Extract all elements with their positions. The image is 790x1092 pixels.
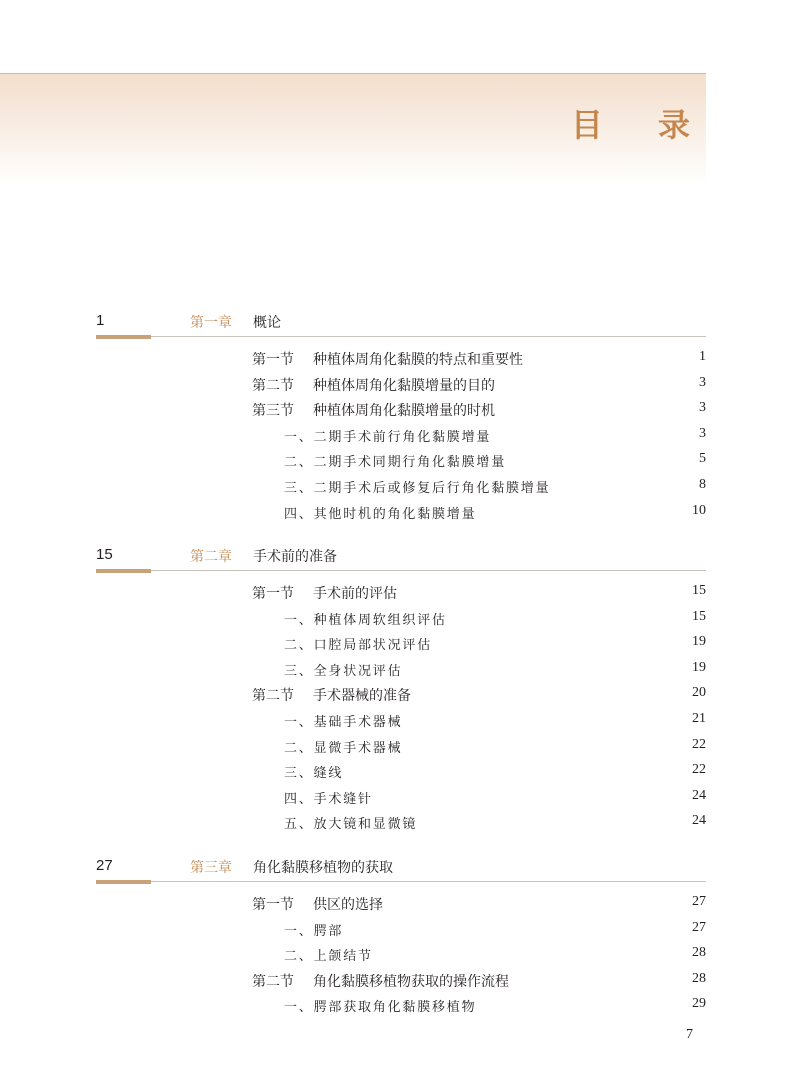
- toc-subsection-row[interactable]: [96, 500, 706, 526]
- chapter-rule: [96, 881, 706, 882]
- toc-section-row[interactable]: [96, 580, 706, 606]
- subsection-page-number: 5: [699, 451, 706, 467]
- section-title: 种植体周角化黏膜的特点和重要性: [313, 352, 523, 368]
- chapter-rule-accent: [96, 335, 151, 339]
- section-label: 第三节: [252, 403, 294, 420]
- subsection-page-number: 21: [692, 710, 706, 726]
- toc-subsection-row[interactable]: [96, 942, 706, 968]
- toc-section-row[interactable]: [96, 682, 706, 708]
- toc-subsection-row[interactable]: [96, 708, 706, 734]
- chapter-block: [96, 308, 706, 522]
- subsection-title: 二、二期手术同期行角化黏膜增量: [284, 455, 507, 471]
- section-label: 第一节: [252, 897, 294, 913]
- section-page-number: 28: [692, 970, 706, 986]
- subsection-title: 四、手术缝针: [284, 791, 373, 807]
- section-page-number: 1: [699, 349, 706, 364]
- section-page-number: 27: [692, 894, 706, 909]
- subsection-page-number: 28: [692, 945, 706, 961]
- toc-subsection-row[interactable]: [96, 474, 706, 500]
- subsection-title: 二、上颌结节: [284, 949, 373, 965]
- toc-subsection-row[interactable]: [96, 657, 706, 683]
- toc-subsection-row[interactable]: [96, 993, 706, 1019]
- chapter-title: 手术前的准备: [253, 549, 337, 565]
- chapter-heading[interactable]: [96, 308, 706, 336]
- subsection-page-number: 29: [692, 996, 706, 1012]
- chapter-heading[interactable]: [96, 542, 706, 570]
- toc-section-row[interactable]: [96, 968, 706, 994]
- subsection-title: 三、二期手术后或修复后行角化黏膜增量: [284, 480, 551, 496]
- toc-section-row[interactable]: [96, 397, 706, 423]
- section-page-number: 15: [692, 583, 706, 598]
- subsection-page-number: 22: [692, 762, 706, 778]
- subsection-page-number: 10: [692, 502, 706, 518]
- subsection-page-number: 27: [692, 919, 706, 935]
- section-title: 角化黏膜移植物获取的操作流程: [313, 973, 509, 990]
- chapter-block: [96, 853, 706, 1016]
- toc-subsection-row[interactable]: [96, 423, 706, 449]
- chapter-rule: [96, 570, 706, 571]
- toc-section-row[interactable]: [96, 346, 706, 372]
- chapter-page-number: 27: [96, 857, 113, 874]
- subsection-title: 五、放大镜和显微镜: [284, 817, 418, 833]
- subsection-title: 一、腭部: [284, 923, 344, 939]
- section-title: 手术器械的准备: [313, 688, 411, 705]
- subsection-page-number: 15: [692, 608, 706, 624]
- section-title: 手术前的评估: [313, 586, 397, 602]
- subsection-title: 四、其他时机的角化黏膜增量: [284, 506, 477, 522]
- subsection-title: 一、基础手术器械: [284, 714, 403, 730]
- subsection-page-number: 24: [692, 813, 706, 829]
- section-title: 种植体周角化黏膜增量的目的: [313, 377, 495, 394]
- section-title: 供区的选择: [313, 897, 383, 913]
- chapter-title: 概论: [253, 315, 281, 331]
- toc-section-row[interactable]: [96, 372, 706, 398]
- toc-subsection-row[interactable]: [96, 448, 706, 474]
- page-title: 目 录: [570, 106, 712, 144]
- chapter-entries: [96, 346, 706, 525]
- section-label: 第一节: [252, 352, 294, 368]
- toc-subsection-row[interactable]: [96, 734, 706, 760]
- subsection-title: 一、腭部获取角化黏膜移植物: [284, 1000, 477, 1016]
- section-label: 第二节: [252, 688, 294, 705]
- chapter-page-number: 1: [96, 312, 105, 329]
- chapter-entries: [96, 580, 706, 836]
- chapter-heading[interactable]: [96, 853, 706, 881]
- subsection-title: 一、种植体周软组织评估: [284, 612, 447, 628]
- subsection-page-number: 24: [692, 787, 706, 803]
- toc-subsection-row[interactable]: [96, 785, 706, 811]
- chapter-rule-accent: [96, 569, 151, 573]
- toc-subsection-row[interactable]: [96, 917, 706, 943]
- section-label: 第二节: [252, 377, 294, 394]
- chapter-page-number: 15: [96, 546, 113, 563]
- toc-subsection-row[interactable]: [96, 606, 706, 632]
- chapter-label: 第二章: [190, 549, 232, 565]
- chapter-title: 角化黏膜移植物的获取: [253, 860, 393, 876]
- page-number: 7: [686, 1027, 693, 1042]
- chapter-label: 第三章: [190, 860, 232, 876]
- subsection-title: 二、显微手术器械: [284, 740, 403, 756]
- section-label: 第一节: [252, 586, 294, 602]
- subsection-page-number: 22: [692, 736, 706, 752]
- toc-subsection-row[interactable]: [96, 759, 706, 785]
- toc-subsection-row[interactable]: [96, 631, 706, 657]
- chapter-label: 第一章: [190, 315, 232, 331]
- chapter-entries: [96, 891, 706, 1019]
- section-page-number: 20: [692, 685, 706, 701]
- toc-subsection-row[interactable]: [96, 810, 706, 836]
- section-page-number: 3: [699, 374, 706, 390]
- section-label: 第二节: [252, 973, 294, 990]
- section-page-number: 3: [699, 400, 706, 416]
- chapter-rule-accent: [96, 880, 151, 884]
- toc-section-row[interactable]: [96, 891, 706, 917]
- subsection-title: 二、口腔局部状况评估: [284, 638, 433, 654]
- section-title: 种植体周角化黏膜增量的时机: [313, 403, 495, 420]
- subsection-title: 三、全身状况评估: [284, 663, 403, 679]
- subsection-page-number: 3: [699, 425, 706, 441]
- subsection-page-number: 19: [692, 634, 706, 650]
- subsection-page-number: 19: [692, 659, 706, 675]
- subsection-page-number: 8: [699, 476, 706, 492]
- subsection-title: 一、二期手术前行角化黏膜增量: [284, 429, 492, 445]
- chapter-block: [96, 542, 706, 833]
- chapter-rule: [96, 336, 706, 337]
- subsection-title: 三、缝线: [284, 766, 344, 782]
